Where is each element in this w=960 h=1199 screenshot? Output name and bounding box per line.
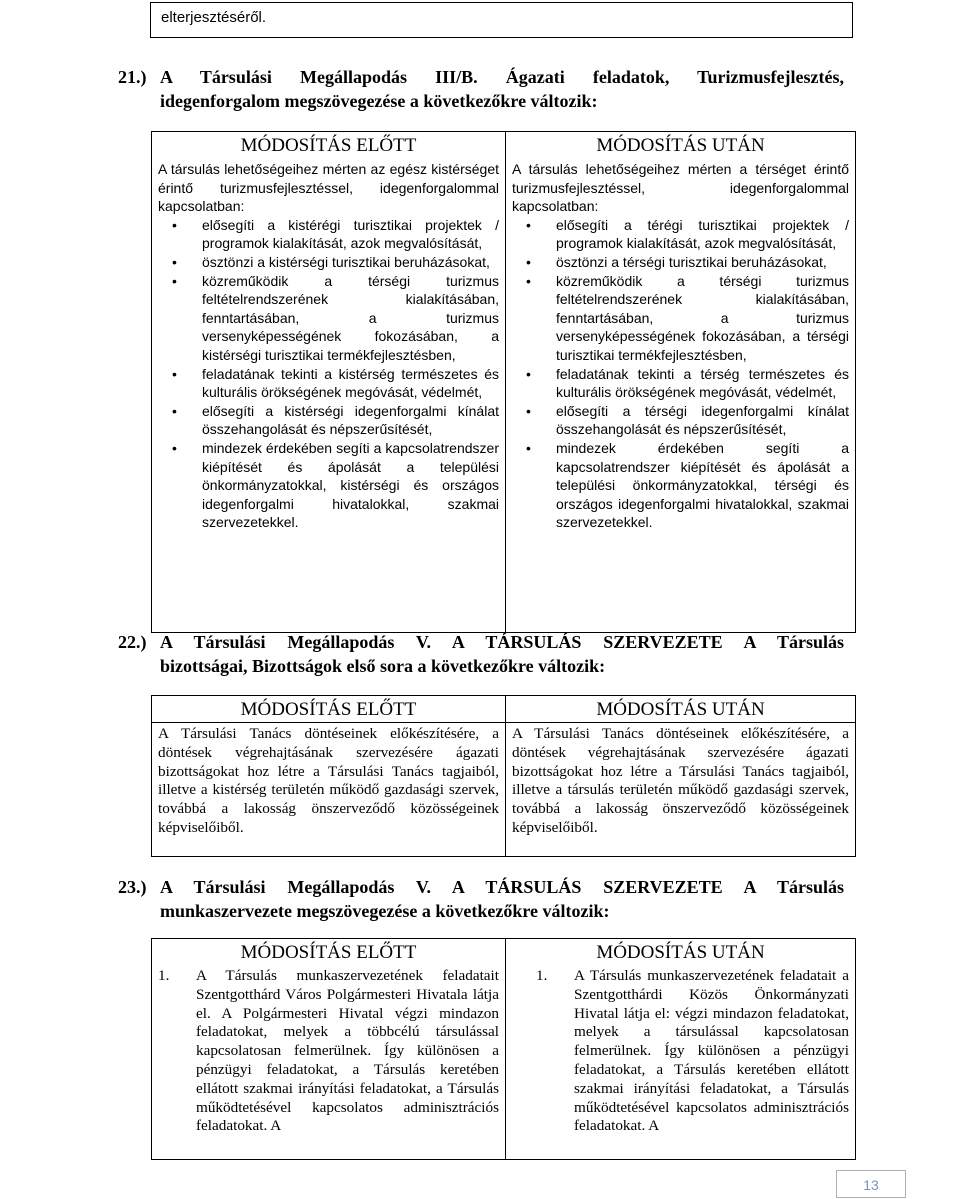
section-21-before-header: MÓDOSÍTÁS ELŐTT xyxy=(152,132,506,159)
section-23-before-item-number: 1. xyxy=(158,967,170,984)
section-22-number: 22.) xyxy=(118,632,147,652)
list-item: • ösztönzi a kistérségi turisztikai beruházásokat, xyxy=(172,253,490,270)
bullet-icon: • xyxy=(172,272,177,289)
list-item: • elősegíti a kistérégi turisztikai projektek / programok kialakítását, azok megvalósítását, xyxy=(172,216,499,252)
bullet-icon: • xyxy=(526,272,531,289)
section-21-after-header: MÓDOSÍTÁS UTÁN xyxy=(506,132,856,159)
bullet-icon: • xyxy=(526,216,531,233)
section-22-heading xyxy=(118,630,844,678)
section-23-after-header: MÓDOSÍTÁS UTÁN xyxy=(506,939,856,966)
section-22-title-line1: A Társulási Megállapodás V. A TÁRSULÁS SZERVEZETE A Társulás xyxy=(160,632,844,652)
section-22-after-header: MÓDOSÍTÁS UTÁN xyxy=(506,696,856,723)
section-22-after-cell: A Társulási Tanács döntéseinek előkészítésére, a döntések végrehajtásának szervezésére ágazati bizottságokat hoz létre a Társulási Tanács tagjaiból, illetve a társulás területén működő gazdasági szervek, továbbá a lakosság önszerveződő közösségeinek képviselőiből. xyxy=(506,723,856,857)
section-23-before-text: A Társulás munkaszervezetének feladatait Szentgotthárd Város Polgármesteri Hivatala látja el. A Polgármesteri Hivatal végzi mindazon feladatokat, melyek a többcélú társulással kapcsolatosan felmerülnek. Így különösen a pénzügyi feladatokat, a Társulás keretében ellátott szakmai irányítási feladatokat, a Társulás működtetésével kapcsolatos adminisztrációs feladatokat. A xyxy=(196,967,499,1135)
previous-page-fragment: elterjesztéséről. xyxy=(161,9,267,26)
list-item: • mindezek érdekében segíti a kapcsolatrendszer kiépítését és ápolását a települési önkormányzatokkal, térségi és országos idegenforgalmi hivatalokkal, szakmai szervezetekkel. xyxy=(526,439,849,531)
list-item: • elősegíti a térségi idegenforgalmi kínálat összehangolását és népszerűsítését, xyxy=(526,402,849,438)
section-22-title-line2: bizottságai, Bizottságok első sora a következőkre változik: xyxy=(160,656,606,676)
bullet-icon: • xyxy=(526,253,531,270)
list-item: • ösztönzi a térségi turisztikai beruházásokat, xyxy=(526,253,827,270)
section-23-number: 23.) xyxy=(118,877,147,897)
section-22-before-header: MÓDOSÍTÁS ELŐTT xyxy=(152,696,506,723)
bullet-icon: • xyxy=(172,216,177,233)
bullet-icon: • xyxy=(172,439,177,456)
list-item: • feladatának tekinti a kistérség természetes és kulturális örökségének megóvását, védelmét, xyxy=(172,365,499,401)
section-23-heading xyxy=(118,875,844,923)
bullet-icon: • xyxy=(526,365,531,382)
section-23-comparison-table xyxy=(151,938,856,1160)
section-22-before-cell: A Társulási Tanács döntéseinek előkészítésére, a döntések végrehajtásának szervezésére ágazati bizottságokat hoz létre a Társulási Tanács tagjaiból, illetve a kistérség területén működő gazdasági szervek, továbbá a lakosság önszerveződő közösségeinek képviselőiből. xyxy=(152,723,506,857)
section-23-title-line1: A Társulási Megállapodás V. A TÁRSULÁS SZERVEZETE A Társulás xyxy=(160,877,844,897)
bullet-icon: • xyxy=(526,402,531,419)
section-23-title-line2: munkaszervezete megszövegezése a következőkre változik: xyxy=(160,901,610,921)
section-23-before-header: MÓDOSÍTÁS ELŐTT xyxy=(152,939,506,966)
section-21-after-list xyxy=(512,216,849,532)
section-21-number: 21.) xyxy=(118,67,147,87)
page-number: 13 xyxy=(836,1170,906,1198)
section-21-after-cell xyxy=(506,158,856,632)
list-item: • elősegíti a térégi turisztikai projektek / programok kialakítását, azok megvalósítását, xyxy=(526,216,849,252)
section-22-comparison-table xyxy=(151,695,856,857)
list-item: • elősegíti a kistérségi idegenforgalmi kínálat összehangolását és népszerűsítését, xyxy=(172,402,499,438)
list-item: • feladatának tekinti a térség természetes és kulturális örökségének megóvását, védelmét, xyxy=(526,365,849,401)
section-21-heading xyxy=(118,65,844,113)
section-21-after-intro: A társulás lehetőségeihez mérten a térséget érintő turizmusfejlesztéssel, idegenforgalommal kapcsolatban: xyxy=(512,161,849,215)
list-item: • közreműködik a térségi turizmus feltételrendszerének kialakításában, fenntartásában, a turizmus versenyképességének fokozásában, a térségi turisztikai termékfejlesztésben, xyxy=(526,272,849,363)
section-21-before-cell xyxy=(152,158,506,632)
section-23-before-cell xyxy=(152,965,506,1159)
section-21-before-list xyxy=(158,216,499,532)
section-23-after-item-number: 1. xyxy=(536,967,548,984)
list-item: • közreműködik a térségi turizmus feltételrendszerének kialakításában, fenntartásában, a turizmus versenyképességének fokozásában, a kistérségi turisztikai termékfejlesztésben, xyxy=(172,272,499,363)
bullet-icon: • xyxy=(172,365,177,382)
section-21-comparison-table xyxy=(151,131,856,633)
bullet-icon: • xyxy=(172,402,177,419)
previous-page-fragment-box xyxy=(150,2,853,38)
section-21-title-line2: idegenforgalom megszövegezése a következőkre változik: xyxy=(160,91,598,111)
bullet-icon: • xyxy=(172,253,177,270)
section-21-title-line1: A Társulási Megállapodás III/B. Ágazati feladatok, Turizmusfejlesztés, xyxy=(160,67,844,87)
section-21-before-intro: A társulás lehetőségeihez mérten az egész kistérséget érintő turizmusfejlesztéssel, idegenforgalommal kapcsolatban: xyxy=(158,161,499,215)
bullet-icon: • xyxy=(526,439,531,456)
list-item: • mindezek érdekében segíti a kapcsolatrendszer kiépítését és ápolását a települési önkormányzatokkal, kistérségi és országos idegenforgalmi hivatalokkal, szakmai szervezetekkel. xyxy=(172,439,499,531)
section-23-after-text: A Társulás munkaszervezetének feladatait a Szentgotthárdi Közös Önkormányzati Hivatal látja el: végzi mindazon feladatokat, melyek a társulással kapcsolatosan felmerülnek. Így különösen a pénzügyi feladatokat, a Társulás keretében ellátott szakmai irányítási feladatokat, a Társulás működtetésével kapcsolatos adminisztrációs feladatokat. A xyxy=(574,967,849,1135)
section-23-after-cell xyxy=(506,965,856,1159)
